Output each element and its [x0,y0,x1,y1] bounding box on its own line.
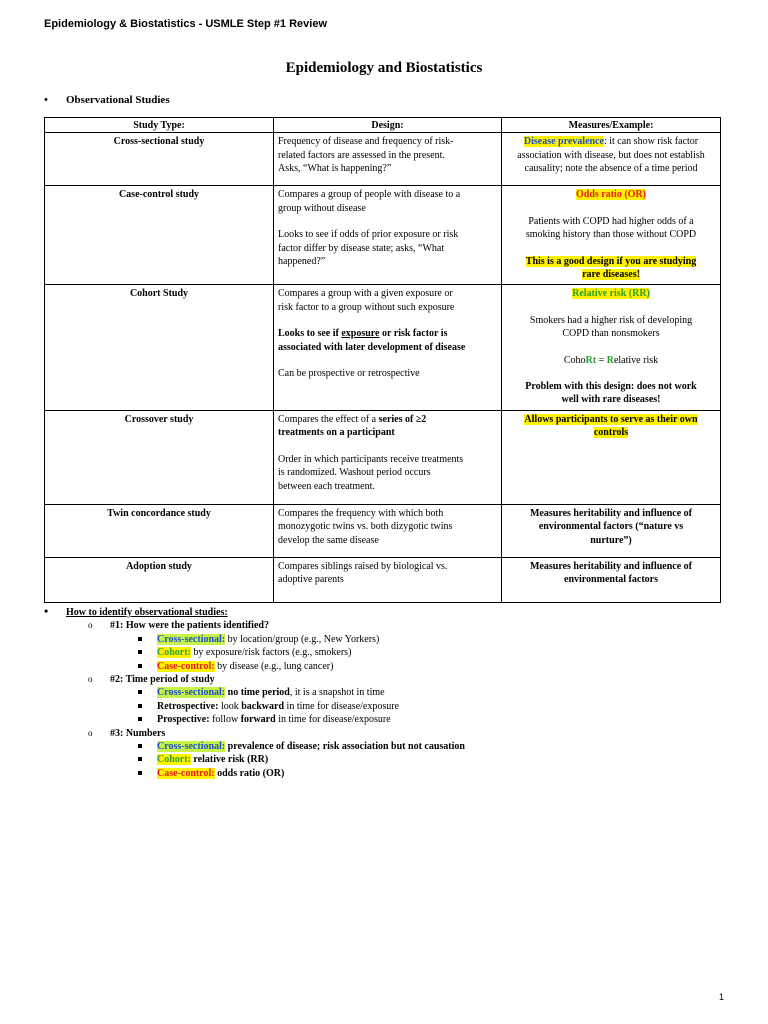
list-item-bold: relative risk (RR) [190,754,269,766]
square-bullet-icon [138,650,142,654]
sub-bullet-marker: o [88,727,93,738]
term-case-control: Case-control: [157,767,215,779]
page-number: 1 [718,992,724,1002]
study-type-cell: Adoption study [45,557,274,602]
measure-cell [502,285,721,410]
design-text-underlined: exposure [341,328,380,340]
term-cross-sectional: Cross-sectional: [157,633,226,645]
design-cell [274,557,502,602]
table-row-crossover [45,410,721,504]
notes-group [44,673,724,686]
measure-line: smoking history than those without COPD [525,229,697,241]
notes-group-label: #2: Time period of study [110,674,215,686]
design-line: between each treatment. [278,480,375,492]
study-type-cell: Crossover study [45,410,274,504]
measure-term-odds-ratio: Odds ratio (OR) [576,189,646,201]
table-row-case-control [45,186,721,285]
measure-warning: Problem with this design: does not work [525,381,697,393]
measure-line: Patients with COPD had higher odds of a [528,215,694,227]
measure-term-relative-risk: Relative risk (RR) [572,288,650,300]
measure-line: association with disease, but does not establish [517,149,705,161]
list-item [44,633,724,646]
design-line: Compares a group with a given exposure or [278,288,453,300]
list-item [44,660,724,673]
measure-cell [502,410,721,504]
list-item [44,753,724,766]
design-text: Looks to see if [278,328,342,340]
square-bullet-icon [138,744,142,748]
design-line: factor differ by disease state; asks, “What [278,242,445,254]
measure-text: : it can show risk factor [603,136,699,148]
design-line: adoptive parents [278,574,344,586]
measure-line: Measures heritability and influence of [529,560,693,572]
list-item [44,686,724,699]
design-text: Compares the effect of a [278,413,379,425]
measure-line: environmental factors (“nature vs [538,521,684,533]
study-type-cell: Case-control study [45,186,274,285]
table-row-cross-sectional [45,133,721,186]
notes-group [44,727,724,740]
measure-cell [502,133,721,186]
square-bullet-icon [138,704,142,708]
notes-group-label: #1: How were the patients identified? [110,620,269,632]
measure-line [506,135,716,148]
design-line: treatments on a participant [278,427,395,439]
mnemonic-text: elative risk [613,354,659,366]
design-line: Asks, “What is happening?” [278,163,392,175]
list-item-text: in time for disease/exposure [275,714,391,726]
design-line: Looks to see if odds of prior exposure or risk [278,229,459,241]
design-line: develop the same disease [278,534,379,546]
design-line: associated with later development of disease [278,341,466,353]
table-row-adoption [45,557,721,602]
square-bullet-icon [138,757,142,761]
design-line: Can be prospective or retrospective [278,368,420,380]
measure-note: This is a good design if you are studying [525,255,697,267]
list-item-text: by location/group (e.g., New Yorkers) [225,633,380,645]
measure-line: COPD than nonsmokers [562,328,660,340]
study-type-cell: Cohort Study [45,285,274,410]
list-item-bold: backward [241,700,285,712]
design-cell [274,186,502,285]
mnemonic-highlight: R [606,354,614,366]
mnemonic-highlight: Rt [585,354,597,366]
study-type-cell: Cross-sectional study [45,133,274,186]
design-cell [274,285,502,410]
notes-heading [44,606,724,619]
design-line: related factors are assessed in the present. [278,149,445,161]
running-header: Epidemiology & Biostatistics - USMLE Step #1 Review [44,18,328,30]
bullet-marker: • [44,604,49,618]
list-item-text: follow [209,714,241,726]
measure-cell [502,186,721,285]
table-row-cohort [45,285,721,410]
term-cohort: Cohort: [157,647,191,659]
measure-note: rare diseases! [582,269,640,281]
list-item [44,700,724,713]
list-item-bold: forward [240,714,276,726]
measure-term-disease-prevalence: Disease prevalence [523,136,604,148]
measure-line: nurture”) [590,534,632,546]
identification-notes [44,606,724,780]
list-item-text: by disease (e.g., lung cancer) [214,660,334,672]
list-item [44,740,724,753]
bullet-marker: • [44,94,48,106]
notes-heading-label: How to identify observational studies: [66,607,228,618]
study-types-table [44,117,721,603]
mnemonic-line [506,354,716,367]
term-cohort: Cohort: [157,754,191,766]
design-line: risk factor to a group without such exposure [278,301,455,313]
design-line: Frequency of disease and frequency of risk- [278,136,454,148]
measure-cell [502,557,721,602]
design-cell [274,133,502,186]
measure-line: Measures heritability and influence of [529,507,693,519]
measure-line: environmental factors [564,574,658,586]
design-line: monozygotic twins vs. both dizygotic twins [278,521,453,533]
table-header-row [45,118,721,133]
column-header-design: Design: [274,118,502,133]
design-cell [274,504,502,557]
design-line [278,327,497,340]
sub-bullet-marker: o [88,620,93,631]
list-item [44,646,724,659]
square-bullet-icon [138,771,142,775]
measure-note: Allows participants to serve as their own [524,413,698,425]
measure-line: Smokers had a higher risk of developing [529,314,693,326]
term-prospective: Prospective: [157,714,210,726]
square-bullet-icon [138,717,142,721]
section-heading-label: Observational Studies [66,94,170,106]
design-text-bold: series of ≥2 [378,413,427,425]
list-item [44,713,724,726]
list-item [44,767,724,780]
design-cell [274,410,502,504]
notes-group [44,619,724,632]
table-row-twin-concordance [45,504,721,557]
square-bullet-icon [138,664,142,668]
notes-group-label: #3: Numbers [110,727,166,739]
column-header-study-type: Study Type: [45,118,274,133]
design-line: Compares siblings raised by biological vs. [278,560,448,572]
design-line: is randomized. Washout period occurs [278,467,431,479]
design-line: group without disease [278,202,366,214]
list-item-text: in time for disease/exposure [284,700,400,712]
column-header-measures: Measures/Example: [502,118,721,133]
mnemonic-text: = [596,354,607,366]
list-item-bold: odds ratio (OR) [214,767,285,779]
design-line [278,413,497,426]
list-item-text: look [218,700,242,712]
term-retrospective: Retrospective: [157,700,219,712]
mnemonic-text: Coho [563,354,586,366]
measure-warning: well with rare diseases! [561,394,661,406]
design-line: Order in which participants receive treatments [278,453,464,465]
design-line: Compares the frequency with which both [278,507,444,519]
measure-cell [502,504,721,557]
term-cross-sectional: Cross-sectional: [157,687,226,699]
term-cross-sectional: Cross-sectional: [157,741,226,753]
measure-line: causality; note the absence of a time period [524,163,698,175]
design-line: Compares a group of people with disease to a [278,189,461,201]
list-item-text: by exposure/risk factors (e.g., smokers) [190,647,352,659]
measure-note: controls [593,427,629,439]
section-heading [44,94,170,106]
document-title: Epidemiology and Biostatistics [285,60,483,76]
sub-bullet-marker: o [88,674,93,685]
study-type-cell: Twin concordance study [45,504,274,557]
design-text: or risk factor is [379,328,448,340]
square-bullet-icon [138,637,142,641]
list-item-bold: prevalence of disease; risk association but not causation [225,741,465,753]
square-bullet-icon [138,690,142,694]
list-item-bold: no time period [225,687,290,699]
design-line: happened?” [278,256,326,268]
term-case-control: Case-control: [157,660,215,672]
list-item-text: , it is a snapshot in time [289,687,385,699]
